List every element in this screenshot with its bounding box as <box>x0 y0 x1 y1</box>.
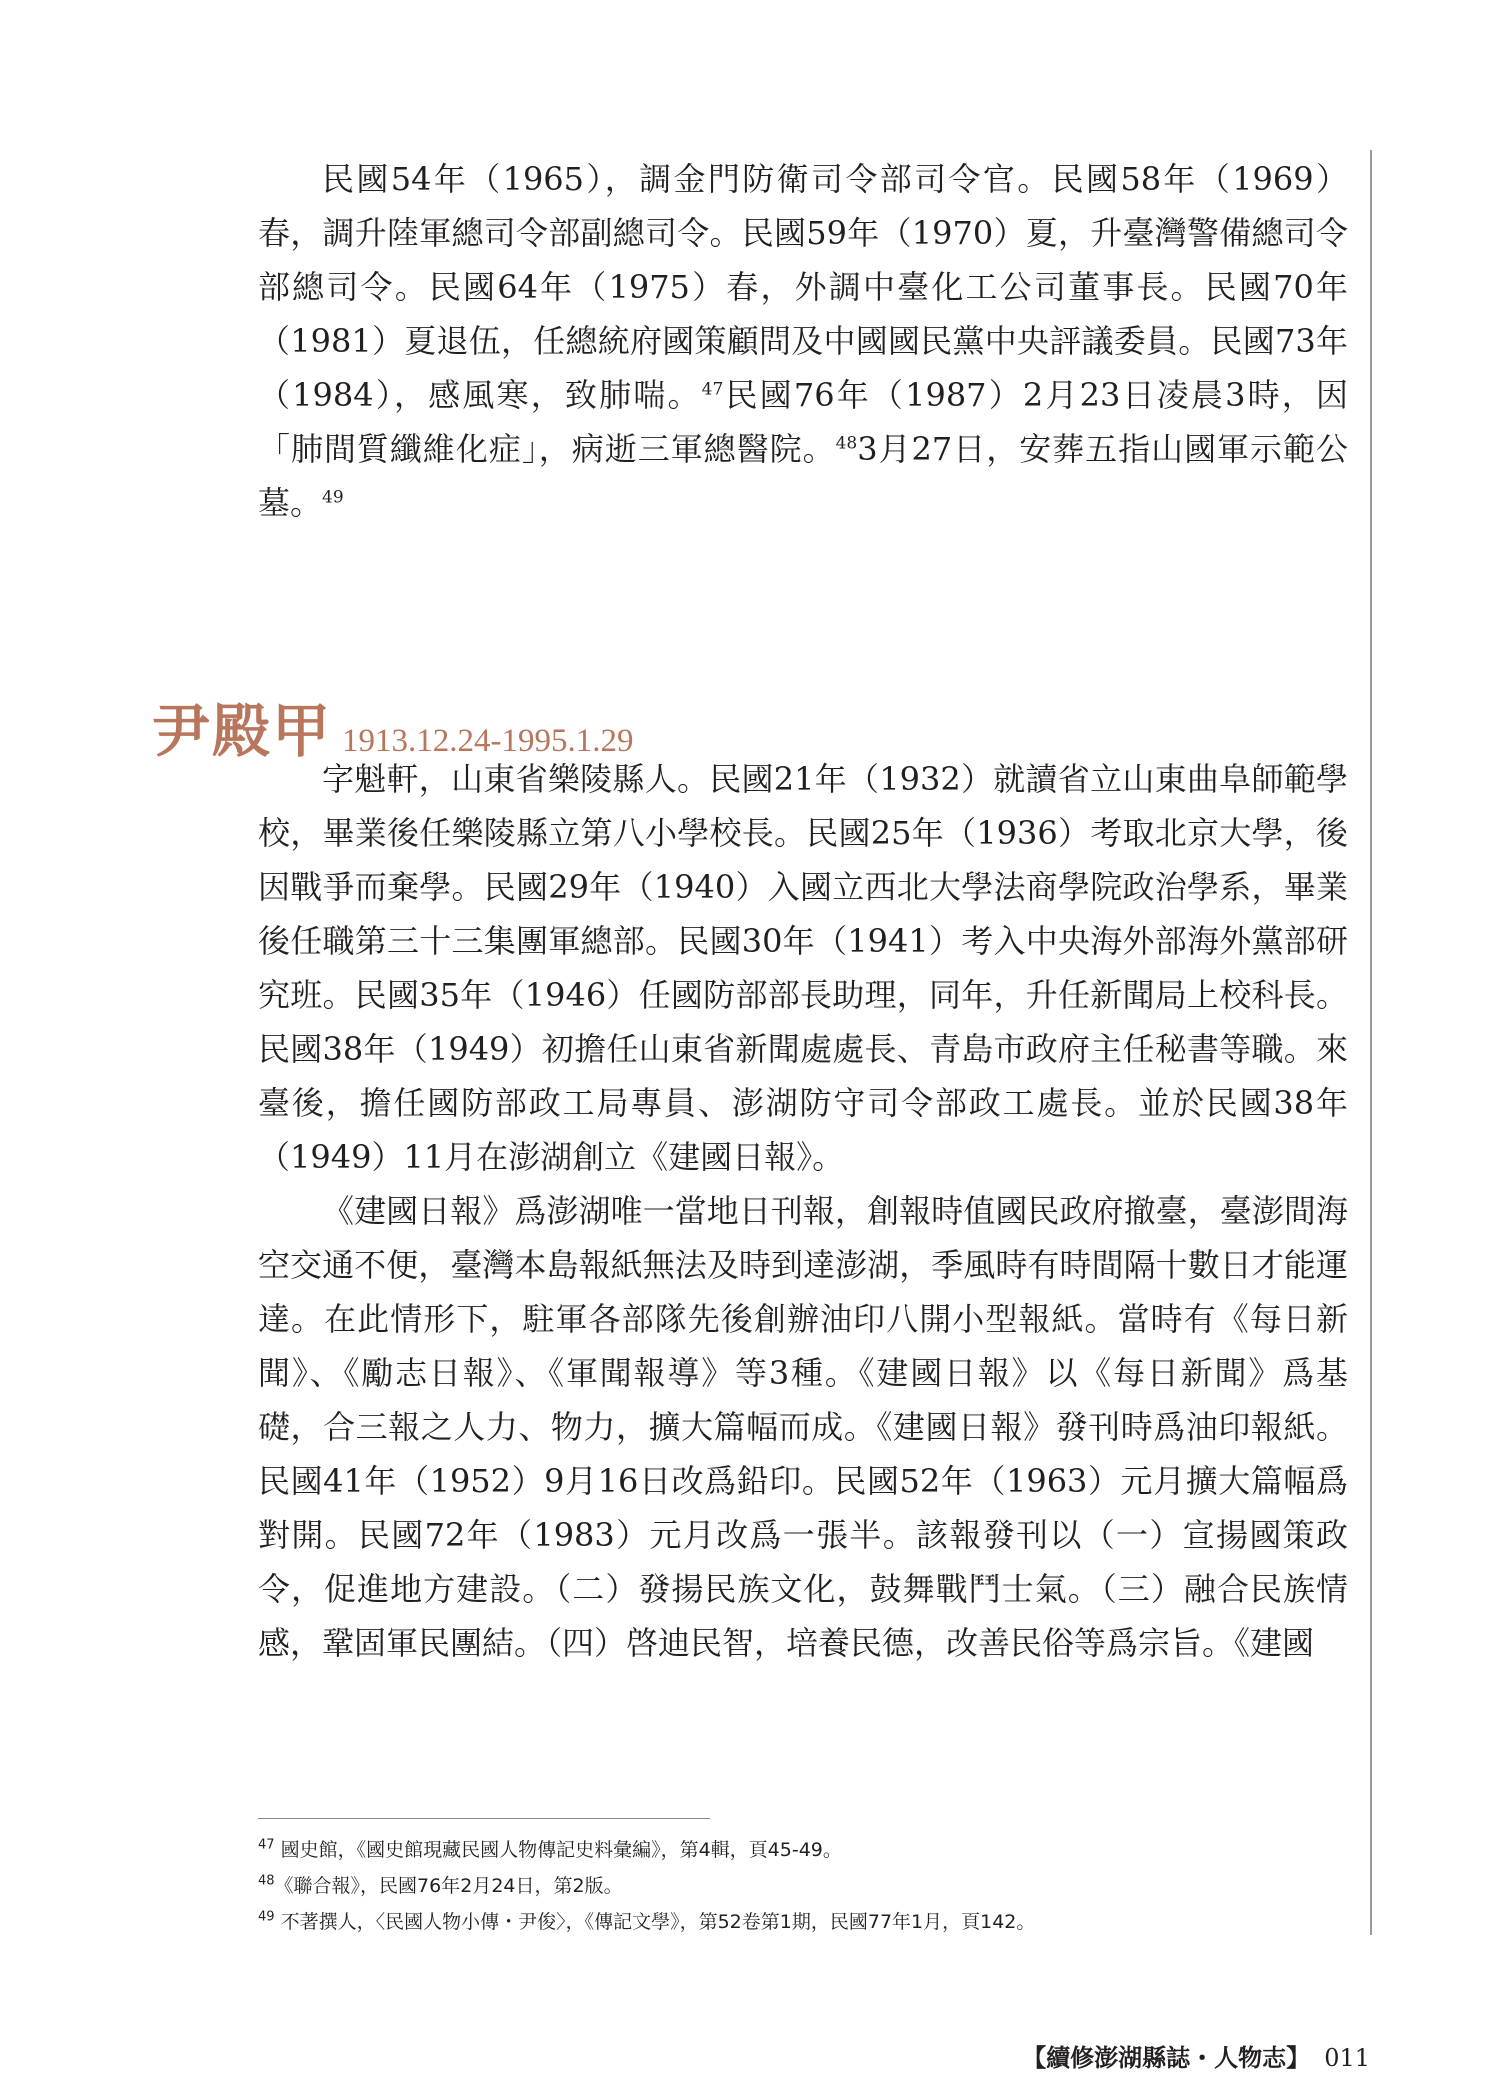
person-dates: 1913.12.24-1995.1.29 <box>342 723 634 759</box>
footnote <box>258 1868 1348 1904</box>
paragraph-text: 3月27日，安葬五指山國軍示範公墓。 <box>258 430 1348 522</box>
book-title: 【續修澎湖縣誌・人物志】 <box>1022 2043 1311 2072</box>
footnote <box>258 1904 1348 1940</box>
paragraph: 《建國日報》爲澎湖唯一當地日刊報，創報時值國民政府撤臺，臺澎間海空交通不便，臺灣本島報紙無法及時到達澎湖，季風時有時間隔十數日才能運達。在此情形下，駐軍各部隊先後創辦油印八開小型報紙。當時有《每日新聞》、《勵志日報》、《軍聞報導》等3種。《建國日報》以《每日新聞》爲基礎，合三報之人力、物力，擴大篇幅而成。《建國日報》發刊時爲油印報紙。民國41年（1952）9月16日改爲鉛印。民國52年（1963）元月擴大篇幅爲對開。民國72年（1983）元月改爲一張半。該報發刊以（一）宣揚國策政令，促進地方建設。（二）發揚民族文化，鼓舞戰鬥士氣。（三）融合民族情感，鞏固軍民團結。（四）啓迪民智，培養民德，改善民俗等爲宗旨。《建國 <box>258 1192 1348 1662</box>
page-footer <box>1022 2038 1370 2073</box>
footnote <box>258 1832 1348 1868</box>
footnote-number: 48 <box>258 1873 275 1889</box>
paragraph-text: 民國54年（1965），調金門防衛司令部司令官。民國58年（1969）春，調升陸軍總司令部副總司令。民國59年（1970）夏，升臺灣警備總司令部總司令。民國64年（1975）春，外調中臺化工公司董事長。民國70年（1981）夏退伍，任總統府國策顧問及中國國民黨中央評議委員。民國73年（1984），感風寒，致肺喘。 <box>258 160 1348 414</box>
footnote-divider <box>258 1818 710 1819</box>
footnote-number: 47 <box>258 1837 275 1853</box>
footnotes <box>258 1832 1348 1940</box>
footnote-text: 不著撰人，〈民國人物小傳・尹俊〉，《傳記文學》，第52卷第1期，民國77年1月，頁142。 <box>280 1911 1036 1933</box>
section1-body <box>258 152 1348 530</box>
margin-rule <box>1370 150 1372 1935</box>
footnote-marker[interactable]: 48 <box>835 433 858 454</box>
person-name: 尹殿甲 <box>152 697 333 765</box>
section2-body <box>258 752 1348 1670</box>
footnote-marker[interactable]: 47 <box>701 379 724 400</box>
paragraph <box>258 152 1348 530</box>
footnote-text: 國史館，《國史館現藏民國人物傳記史料彙編》，第4輯，頁45-49。 <box>280 1839 842 1861</box>
footnote-text: 《聯合報》，民國76年2月24日，第2版。 <box>274 1875 623 1897</box>
page-number: 011 <box>1324 2044 1370 2072</box>
paragraph-text: 民國76年（1987）2月23日凌晨3時，因「肺間質纖維化症」，病逝三軍總醫院。 <box>258 376 1348 468</box>
paragraph: 字魁軒，山東省樂陵縣人。民國21年（1932）就讀省立山東曲阜師範學校，畢業後任樂陵縣立第八小學校長。民國25年（1936）考取北京大學，後因戰爭而棄學。民國29年（1940）入國立西北大學法商學院政治學系，畢業後任職第三十三集團軍總部。民國30年（1941）考入中央海外部海外黨部研究班。民國35年（1946）任國防部部長助理，同年，升任新聞局上校科長。民國38年（1949）初擔任山東省新聞處處長、青島市政府主任秘書等職。來臺後，擔任國防部政工局專員、澎湖防守司令部政工處長。並於民國38年（1949）11月在澎湖創立《建國日報》。 <box>258 760 1348 1176</box>
footnote-number: 49 <box>258 1909 275 1925</box>
footnote-marker[interactable]: 49 <box>322 487 344 508</box>
